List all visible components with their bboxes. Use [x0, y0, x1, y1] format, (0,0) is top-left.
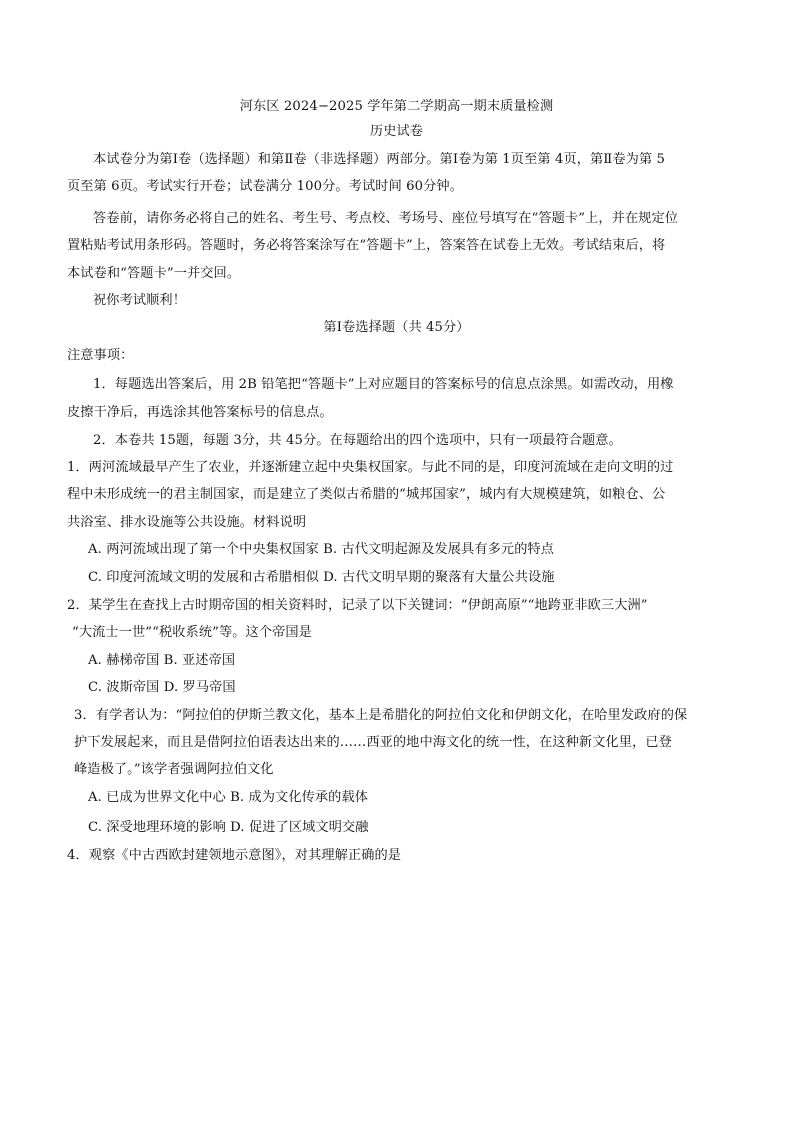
question-3-line: 护下发展起来，而且是借阿拉伯语表达出来的……西亚的地中海文化的统一性，在这种新文化里，已登: [74, 735, 672, 750]
question-2-options: A. 赫梯帝国 B. 亚述帝国: [88, 653, 236, 668]
intro-line: 本试卷分为第Ⅰ卷（选择题）和第Ⅱ卷（非选择题）两部分。第Ⅰ卷为第 1页至第 4页，第Ⅱ卷为第 5: [93, 152, 666, 167]
question-2-options: C. 波斯帝国 D. 罗马帝国: [88, 680, 236, 695]
exam-title: 河东区 2024−2025 学年第二学期高一期末质量检测: [239, 99, 554, 114]
wish-text: 祝你考试顺利！: [93, 293, 187, 308]
question-1-options: A. 两河流域出现了第一个中央集权国家 B. 古代文明起源及发展具有多元的特点: [88, 542, 555, 557]
intro-line: 页至第 6页。考试实行开卷；试卷满分 100分。考试时间 60分钟。: [67, 179, 464, 194]
section-title: 第Ⅰ卷选择题（共 45分）: [323, 320, 470, 335]
question-1-line: 共浴室、排水设施等公共设施。材料说明: [67, 515, 307, 530]
notes-label: 注意事项：: [67, 348, 134, 363]
question-3-line: 3．有学者认为：“阿拉伯的伊斯兰教文化，基本上是希腊化的阿拉伯文化和伊朗文化，在哈里发政府的保: [74, 708, 688, 723]
note-line: 皮擦干净后，再选涂其他答案标号的信息点。: [67, 405, 333, 420]
note-line: 1．每题选出答案后，用 2B 铅笔把“答题卡”上对应题目的答案标号的信息点涂黑。如需改动，用橡: [93, 377, 674, 392]
question-3-options: C. 深受地理环境的影响 D. 促进了区域文明交融: [88, 820, 369, 835]
question-1-line: 1．两河流域最早产生了农业，并逐渐建立起中央集权国家。与此不同的是，印度河流域在走向文明的过: [67, 460, 674, 475]
instructions-line: 置粘贴考试用条形码。答题时，务必将答案涂写在“答题卡”上，答案答在试卷上无效。考试结束后，将: [67, 238, 666, 253]
question-1-options: C. 印度河流域文明的发展和古希腊相似 D. 古代文明早期的聚落有大量公共设施: [88, 570, 555, 585]
question-2-line: 2．某学生在查找上古时期帝国的相关资料时，记录了以下关键词：“伊朗高原”“地跨亚非欧三大洲”: [67, 598, 648, 613]
instructions-line: 答卷前，请你务必将自己的姓名、考生号、考点校、考场号、座位号填写在“答题卡”上，并在规定位: [93, 211, 679, 226]
question-1-line: 程中未形成统一的君主制国家，而是建立了类似古希腊的“城邦国家”，城内有大规模建筑，如粮仓、公: [67, 487, 666, 502]
question-4-line: 4．观察《中古西欧封建领地示意图》，对其理解正确的是: [67, 848, 402, 863]
question-2-line: “大流士一世”“税收系统”等。这个帝国是: [72, 625, 312, 640]
exam-subject: 历史试卷: [369, 124, 424, 139]
question-3-line: 峰造极了。”该学者强调阿拉伯文化: [74, 762, 274, 777]
instructions-line: 本试卷和“答题卡”一并交回。: [67, 266, 241, 281]
note-line: 2．本卷共 15题，每题 3分，共 45分。在每题给出的四个选项中，只有一项最符合题意。: [93, 433, 622, 448]
question-3-options: A. 已成为世界文化中心 B. 成为文化传承的载体: [88, 790, 369, 805]
